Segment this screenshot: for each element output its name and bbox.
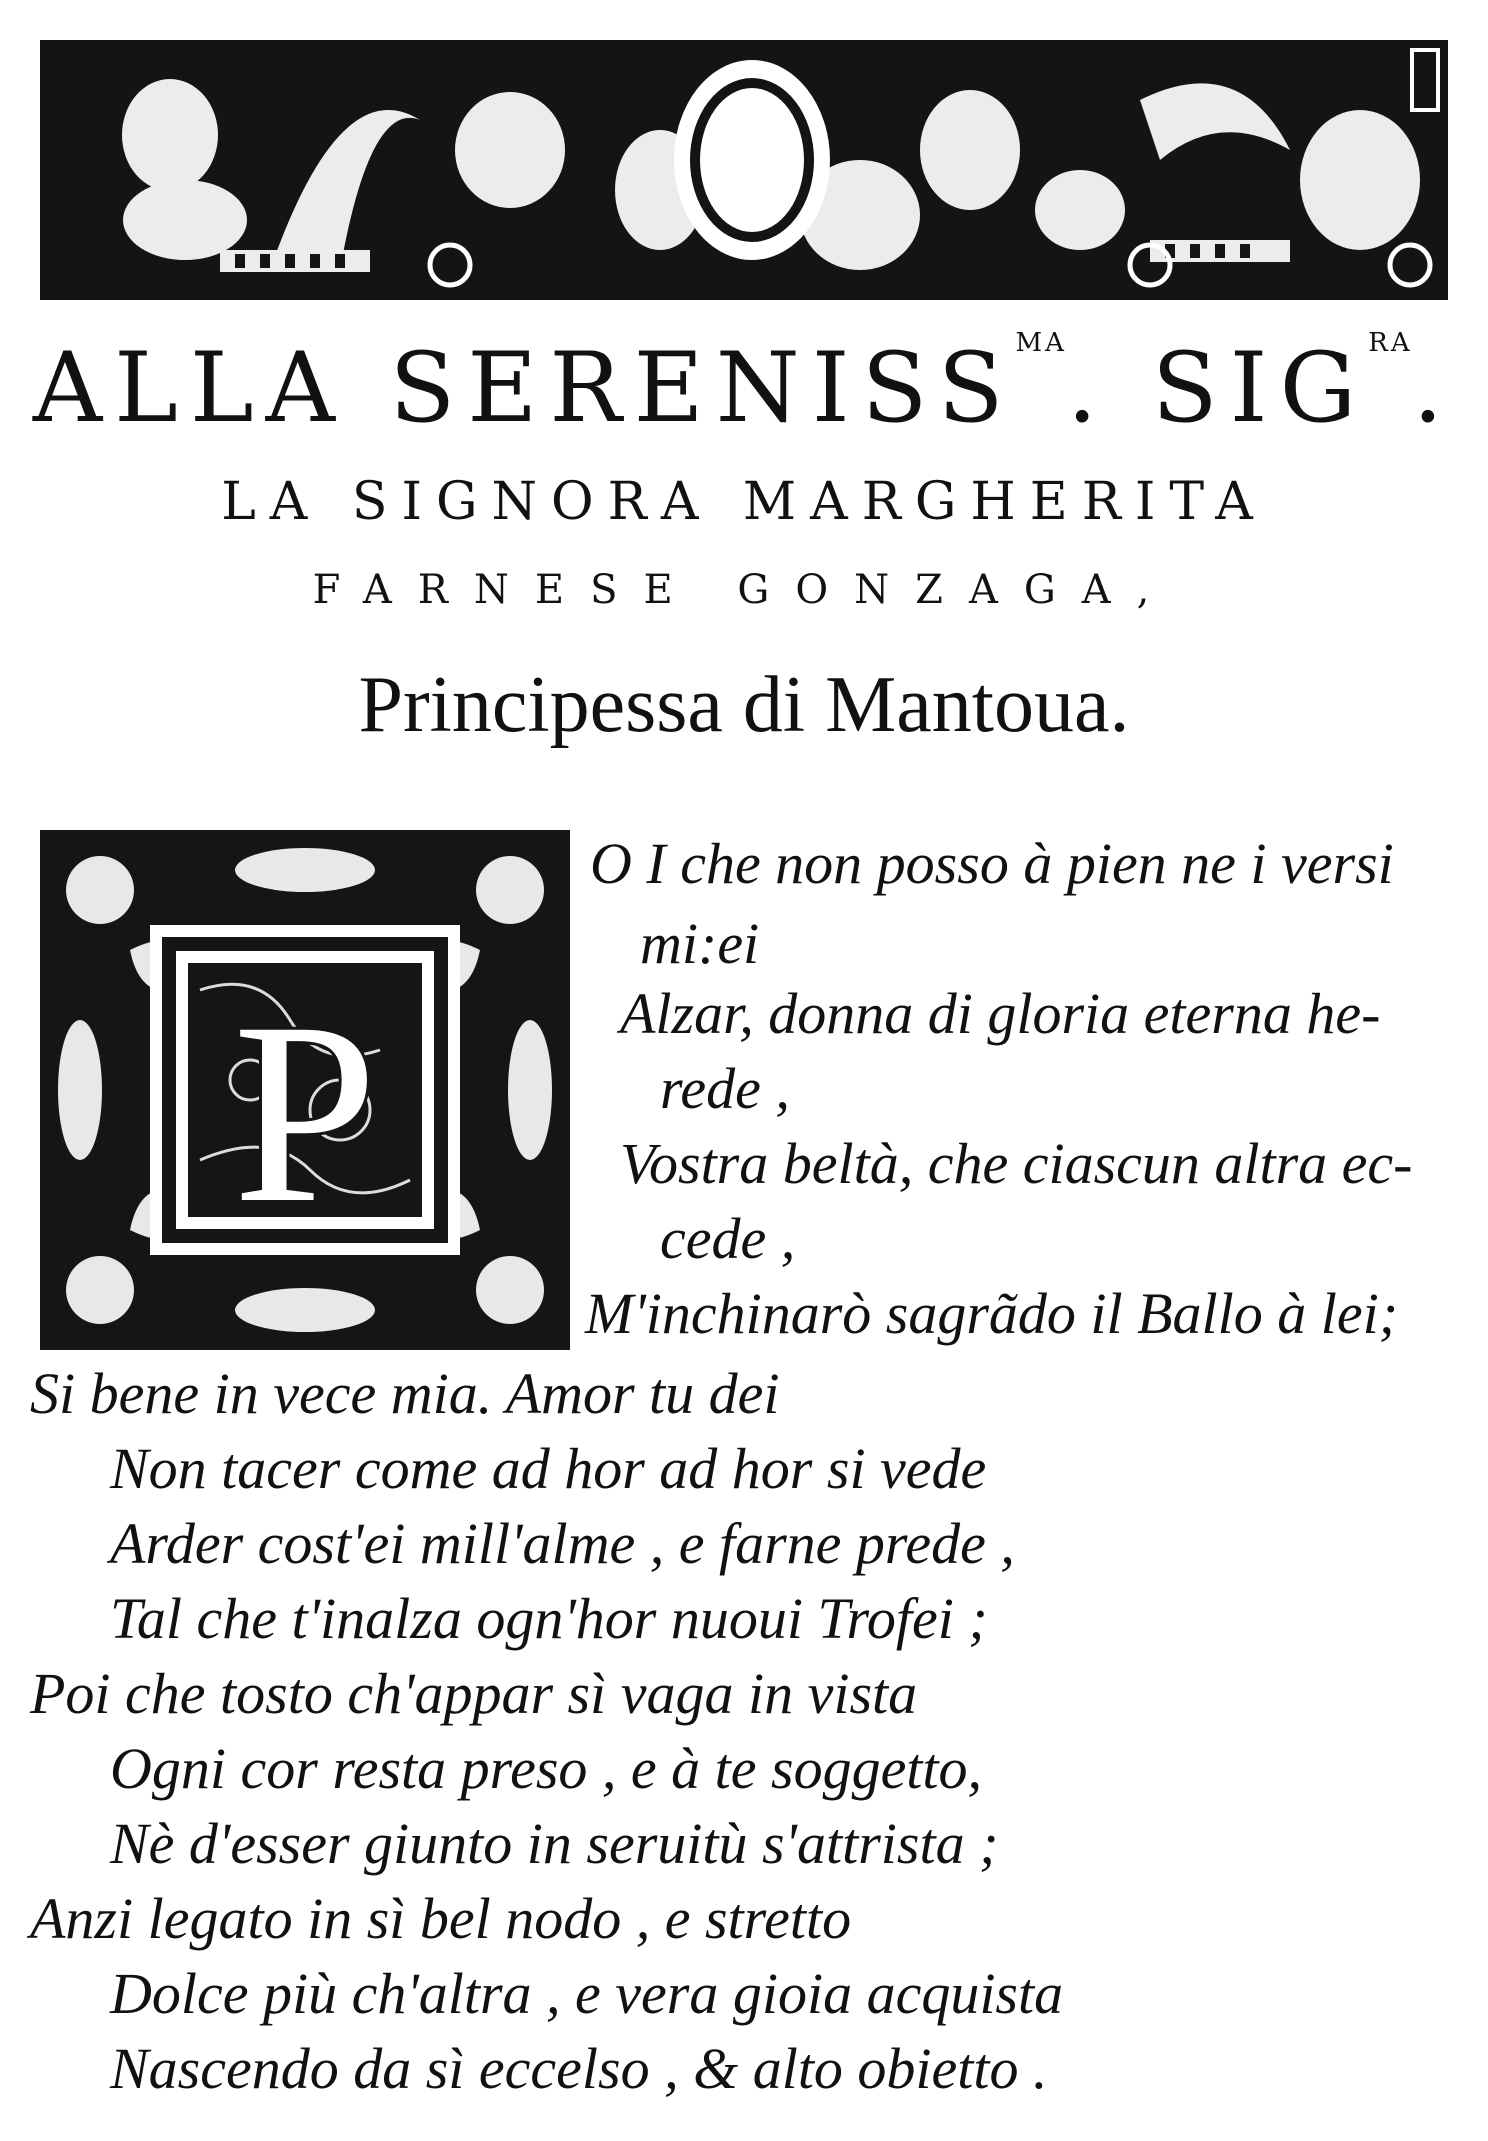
poem-line: Vostra beltà, che ciascun altra ec- xyxy=(620,1131,1413,1196)
poem-line: rede , xyxy=(660,1056,790,1121)
poem-line: Non tacer come ad hor ad hor si vede xyxy=(110,1436,987,1501)
initial-letter: P xyxy=(232,969,378,1257)
poem-line: Nè d'esser giunto in seruitù s'attrista ; xyxy=(110,1811,999,1876)
dedication-heading-line-2: LA SIGNORA MARGHERITA xyxy=(221,472,1267,532)
poem-line: Ogni cor resta preso , e à te soggetto, xyxy=(110,1736,983,1801)
poem-line: Nascendo da sì eccelso , & alto obietto . xyxy=(110,2036,1048,2101)
poem-line: Alzar, donna di gloria eterna he- xyxy=(620,981,1381,1046)
poem-line: Dolce più ch'altra , e vera gioia acquista xyxy=(110,1961,1064,2026)
dedication-heading-line-1 xyxy=(0,328,1488,444)
poem-line: Tal che t'inalza ogn'hor nuoui Trofei ; xyxy=(110,1586,988,1651)
heading-text-1: ALLA SERENISS xyxy=(32,332,1016,444)
heading-text-2: . SIG xyxy=(1066,332,1369,444)
heading-text-3: . xyxy=(1412,332,1456,444)
poem-line: mi:ei xyxy=(640,911,760,976)
dedication-heading-line-4: Principessa di Mantoua. xyxy=(358,661,1130,749)
heading-superscript-1: MA xyxy=(1015,328,1067,358)
poem-line: Poi che tosto ch'appar sì vaga in vista xyxy=(30,1661,918,1726)
poem-line: O I che non posso à pien ne i versi xyxy=(590,831,1394,896)
poem-line: Si bene in vece mia. Amor tu dei xyxy=(30,1361,780,1426)
decorated-initial xyxy=(40,830,570,1350)
poem-line: Arder cost'ei mill'alme , e farne prede , xyxy=(110,1511,1015,1576)
poem-line: M'inchinarò sagrãdo il Ballo à lei; xyxy=(585,1281,1399,1346)
poem-line: Anzi legato in sì bel nodo , e stretto xyxy=(30,1886,852,1951)
woodcut-headpiece xyxy=(40,40,1448,300)
dedication-heading-line-3: FARNESE GONZAGA, xyxy=(312,567,1176,613)
heading-superscript-2: RA xyxy=(1368,328,1413,358)
poem-line: cede , xyxy=(660,1206,796,1271)
